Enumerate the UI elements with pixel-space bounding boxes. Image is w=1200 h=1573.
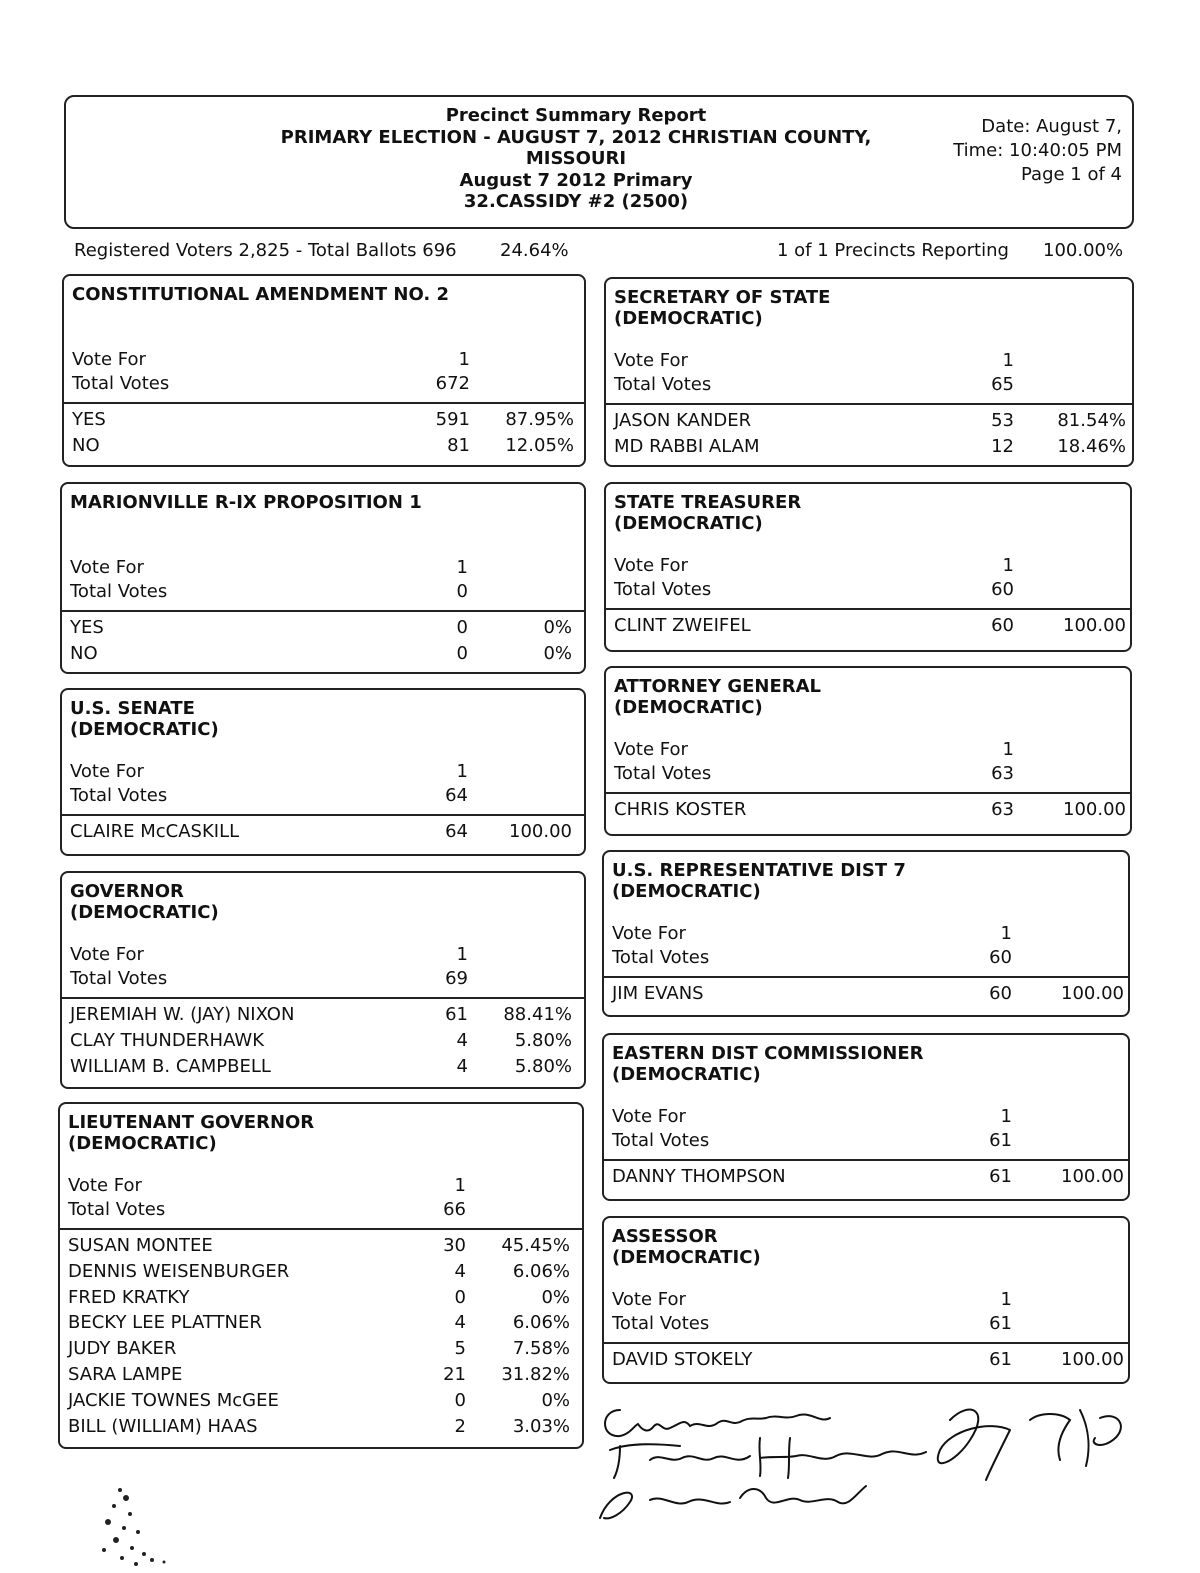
total-votes-row <box>70 580 584 604</box>
candidate-row <box>72 408 584 432</box>
total-votes-label: Total Votes <box>614 763 712 784</box>
vote-for-value: 1 <box>1000 1289 1012 1310</box>
race-title: CONSTITUTIONAL AMENDMENT NO. 2 <box>72 284 449 305</box>
candidate-name: CLINT ZWEIFEL <box>614 615 751 636</box>
race-box-ltgov <box>58 1102 584 1449</box>
candidate-name: MD RABBI ALAM <box>614 435 760 457</box>
report-meta <box>953 115 1122 187</box>
candidate-votes: 0 <box>456 642 468 664</box>
candidate-name: JASON KANDER <box>614 410 752 431</box>
candidate-votes: 81 <box>447 434 470 456</box>
race-title: GOVERNOR (DEMOCRATIC) <box>70 881 219 923</box>
vote-for-label: Vote For <box>72 349 146 370</box>
total-votes-value: 63 <box>991 763 1014 784</box>
vote-for-value: 1 <box>456 557 468 578</box>
candidate-votes: 61 <box>989 1349 1012 1370</box>
candidate-votes: 12 <box>991 435 1014 457</box>
candidate-votes: 0 <box>454 1286 466 1308</box>
candidate-votes: 591 <box>435 409 470 430</box>
candidate-name: CHRIS KOSTER <box>614 799 747 820</box>
candidate-percent: 0% <box>543 617 572 638</box>
results-divider <box>62 997 584 999</box>
candidate-percent: 81.54% <box>1057 410 1126 431</box>
race-box-treasurer <box>604 482 1132 652</box>
total-votes-label: Total Votes <box>70 581 168 602</box>
candidate-votes: 63 <box>991 799 1014 820</box>
candidate-percent: 87.95% <box>505 409 574 430</box>
results-divider <box>606 403 1132 405</box>
candidate-percent: 5.80% <box>514 1055 572 1077</box>
candidate-row <box>70 820 584 844</box>
results-divider <box>604 1342 1128 1344</box>
candidate-percent: 7.58% <box>512 1338 570 1360</box>
candidate-votes: 0 <box>456 617 468 638</box>
candidate-votes: 61 <box>445 1004 468 1025</box>
precincts-reporting: 1 of 1 Precincts Reporting <box>777 240 1009 261</box>
vote-for-row <box>70 556 584 580</box>
total-votes-value: 0 <box>456 581 468 602</box>
candidate-votes: 2 <box>454 1415 466 1437</box>
report-title-block <box>246 105 906 213</box>
race-box-assessor <box>602 1216 1130 1384</box>
candidate-row <box>68 1286 582 1310</box>
candidate-row <box>614 409 1132 433</box>
vote-for-label: Vote For <box>612 1106 686 1127</box>
candidate-percent: 100.00 <box>1061 983 1124 1004</box>
vote-for-value: 1 <box>1002 350 1014 371</box>
candidate-name: DENNIS WEISENBURGER <box>68 1260 290 1282</box>
vote-for-row <box>612 1288 1128 1312</box>
candidate-row <box>70 616 584 640</box>
vote-for-value: 1 <box>1002 739 1014 760</box>
candidate-percent: 6.06% <box>512 1260 570 1282</box>
candidate-votes: 4 <box>454 1312 466 1334</box>
candidate-votes: 30 <box>443 1235 466 1256</box>
candidate-name: NO <box>72 434 100 456</box>
race-box-sos <box>604 277 1134 467</box>
total-votes-value: 69 <box>445 968 468 989</box>
candidate-name: CLAIRE McCASKILL <box>70 821 240 842</box>
precinct-name: 32.CASSIDY #2 (2500) <box>463 191 689 212</box>
candidate-row <box>68 1311 582 1335</box>
candidate-votes: 4 <box>456 1055 468 1077</box>
race-title: LIEUTENANT GOVERNOR (DEMOCRATIC) <box>68 1112 315 1154</box>
candidate-row <box>70 1003 584 1027</box>
candidate-row <box>68 1337 582 1361</box>
candidate-percent: 5.80% <box>514 1029 572 1051</box>
total-votes-value: 60 <box>991 579 1014 600</box>
total-votes-value: 61 <box>989 1313 1012 1334</box>
precincts-pct: 100.00% <box>1043 240 1124 261</box>
race-title: STATE TREASURER (DEMOCRATIC) <box>614 492 802 534</box>
total-votes-row <box>614 578 1130 602</box>
candidate-percent: 45.45% <box>501 1235 570 1256</box>
vote-for-label: Vote For <box>70 761 144 782</box>
total-votes-row <box>68 1198 582 1222</box>
candidate-name: DAVID STOKELY <box>612 1349 753 1370</box>
results-divider <box>62 814 584 816</box>
results-divider <box>60 1228 582 1230</box>
total-votes-value: 64 <box>445 785 468 806</box>
vote-for-row <box>614 554 1130 578</box>
results-divider <box>64 402 584 404</box>
vote-for-row <box>70 760 584 784</box>
vote-for-label: Vote For <box>70 557 144 578</box>
results-divider <box>606 608 1130 610</box>
race-box-eastern <box>602 1033 1130 1201</box>
candidate-percent: 0% <box>541 1286 570 1308</box>
race-title: EASTERN DIST COMMISSIONER (DEMOCRATIC) <box>612 1043 924 1085</box>
total-votes-row <box>614 373 1132 397</box>
report-header <box>64 95 1134 229</box>
candidate-name: BILL (WILLIAM) HAAS <box>68 1415 258 1437</box>
total-votes-row <box>72 372 584 396</box>
total-votes-label: Total Votes <box>72 373 170 394</box>
vote-for-row <box>614 349 1132 373</box>
vote-for-label: Vote For <box>614 350 688 371</box>
candidate-percent: 100.00 <box>1063 615 1126 636</box>
race-box-usrep <box>602 850 1130 1017</box>
total-votes-row <box>70 967 584 991</box>
election-name: PRIMARY ELECTION - AUGUST 7, 2012 CHRISTIAN COUNTY, <box>280 126 872 148</box>
race-box-senate <box>60 688 586 856</box>
candidate-name: JEREMIAH W. (JAY) NIXON <box>70 1004 295 1025</box>
vote-for-value: 1 <box>456 944 468 965</box>
candidate-row <box>612 1348 1128 1372</box>
vote-for-value: 1 <box>456 761 468 782</box>
candidate-percent: 3.03% <box>512 1415 570 1437</box>
candidate-row <box>68 1234 582 1258</box>
race-title: ATTORNEY GENERAL (DEMOCRATIC) <box>614 676 822 718</box>
vote-for-value: 1 <box>1000 1106 1012 1127</box>
total-votes-label: Total Votes <box>68 1199 166 1220</box>
total-votes-value: 61 <box>989 1130 1012 1151</box>
vote-for-value: 1 <box>1002 555 1014 576</box>
candidate-votes: 5 <box>454 1338 466 1360</box>
candidate-row <box>70 1055 584 1079</box>
candidate-percent: 100.00 <box>1063 799 1126 820</box>
total-votes-label: Total Votes <box>70 785 168 806</box>
candidate-row <box>614 798 1130 822</box>
candidate-votes: 60 <box>989 983 1012 1004</box>
election-state: MISSOURI <box>525 148 627 169</box>
candidate-name: YES <box>70 617 104 638</box>
candidate-percent: 100.00 <box>1061 1349 1124 1370</box>
race-box-ag <box>604 666 1132 836</box>
candidate-name: CLAY THUNDERHAWK <box>70 1029 265 1051</box>
total-votes-value: 66 <box>443 1199 466 1220</box>
candidate-row <box>70 642 584 666</box>
race-title: U.S. REPRESENTATIVE DIST 7 (DEMOCRATIC) <box>612 860 906 902</box>
candidate-name: JIM EVANS <box>612 983 704 1004</box>
report-date: Date: August 7, <box>981 116 1122 137</box>
vote-for-label: Vote For <box>612 923 686 944</box>
candidate-votes: 0 <box>454 1389 466 1411</box>
candidate-percent: 100.00 <box>509 821 572 842</box>
candidate-votes: 53 <box>991 410 1014 431</box>
total-votes-row <box>612 946 1128 970</box>
candidate-percent: 18.46% <box>1057 435 1126 457</box>
total-votes-row <box>612 1129 1128 1153</box>
candidate-name: FRED KRATKY <box>68 1286 190 1308</box>
vote-for-value: 1 <box>458 349 470 370</box>
results-divider <box>606 792 1130 794</box>
vote-for-label: Vote For <box>612 1289 686 1310</box>
candidate-name: JACKIE TOWNES McGEE <box>68 1389 279 1411</box>
vote-for-label: Vote For <box>614 739 688 760</box>
total-votes-value: 65 <box>991 374 1014 395</box>
election-subtitle: August 7 2012 Primary <box>459 169 693 191</box>
candidate-row <box>612 982 1128 1006</box>
candidate-percent: 0% <box>543 642 572 664</box>
race-box-amend2 <box>62 274 586 467</box>
vote-for-value: 1 <box>454 1175 466 1196</box>
candidate-name: DANNY THOMPSON <box>612 1166 786 1187</box>
page-number: Page 1 of 4 <box>1021 164 1122 185</box>
vote-for-row <box>612 922 1128 946</box>
candidate-name: SARA LAMPE <box>68 1364 183 1385</box>
vote-for-label: Vote For <box>68 1175 142 1196</box>
candidate-name: YES <box>72 409 106 430</box>
candidate-row <box>614 435 1132 459</box>
candidate-votes: 4 <box>456 1029 468 1051</box>
total-votes-row <box>70 784 584 808</box>
race-box-governor <box>60 871 586 1089</box>
vote-for-label: Vote For <box>70 944 144 965</box>
candidate-name: JUDY BAKER <box>68 1338 177 1360</box>
candidate-row <box>68 1415 582 1439</box>
results-divider <box>604 976 1128 978</box>
total-votes-value: 672 <box>435 373 470 394</box>
candidate-row <box>612 1165 1128 1189</box>
vote-for-row <box>68 1174 582 1198</box>
candidate-row <box>72 434 584 458</box>
candidate-votes: 21 <box>443 1364 466 1385</box>
total-votes-label: Total Votes <box>614 374 712 395</box>
vote-for-row <box>612 1105 1128 1129</box>
race-title: U.S. SENATE (DEMOCRATIC) <box>70 698 219 740</box>
race-title: ASSESSOR (DEMOCRATIC) <box>612 1226 761 1268</box>
signatures-image <box>590 1390 1130 1530</box>
candidate-row <box>70 1029 584 1053</box>
total-votes-label: Total Votes <box>614 579 712 600</box>
candidate-name: BECKY LEE PLATTNER <box>68 1312 262 1334</box>
candidate-percent: 100.00 <box>1061 1166 1124 1187</box>
results-divider <box>62 610 584 612</box>
race-box-marion <box>60 482 586 674</box>
candidate-votes: 64 <box>445 821 468 842</box>
vote-for-row <box>72 348 584 372</box>
candidate-row <box>68 1260 582 1284</box>
candidate-name: NO <box>70 642 98 664</box>
vote-for-row <box>614 738 1130 762</box>
turnout-pct: 24.64% <box>500 240 569 261</box>
total-votes-label: Total Votes <box>612 1130 710 1151</box>
candidate-percent: 88.41% <box>503 1004 572 1025</box>
candidate-votes: 60 <box>991 615 1014 636</box>
race-title: SECRETARY OF STATE (DEMOCRATIC) <box>614 287 831 329</box>
candidate-votes: 61 <box>989 1166 1012 1187</box>
vote-for-label: Vote For <box>614 555 688 576</box>
results-divider <box>604 1159 1128 1161</box>
total-votes-label: Total Votes <box>612 947 710 968</box>
total-votes-label: Total Votes <box>612 1313 710 1334</box>
scan-noise <box>80 1470 200 1570</box>
total-votes-value: 60 <box>989 947 1012 968</box>
vote-for-value: 1 <box>1000 923 1012 944</box>
candidate-row <box>614 614 1130 638</box>
candidate-name: SUSAN MONTEE <box>68 1235 213 1256</box>
report-title: Precinct Summary Report <box>445 105 707 126</box>
candidate-row <box>68 1363 582 1387</box>
registered-voters: Registered Voters 2,825 - Total Ballots 696 <box>74 240 457 261</box>
candidate-percent: 6.06% <box>512 1312 570 1334</box>
total-votes-row <box>614 762 1130 786</box>
candidate-percent: 31.82% <box>501 1364 570 1385</box>
candidate-name: WILLIAM B. CAMPBELL <box>70 1055 271 1077</box>
race-title: MARIONVILLE R-IX PROPOSITION 1 <box>70 492 422 513</box>
candidate-row <box>68 1389 582 1413</box>
vote-for-row <box>70 943 584 967</box>
candidate-percent: 0% <box>541 1389 570 1411</box>
candidate-votes: 4 <box>454 1260 466 1282</box>
report-time: Time: 10:40:05 PM <box>953 140 1122 161</box>
total-votes-label: Total Votes <box>70 968 168 989</box>
candidate-percent: 12.05% <box>505 434 574 456</box>
total-votes-row <box>612 1312 1128 1336</box>
